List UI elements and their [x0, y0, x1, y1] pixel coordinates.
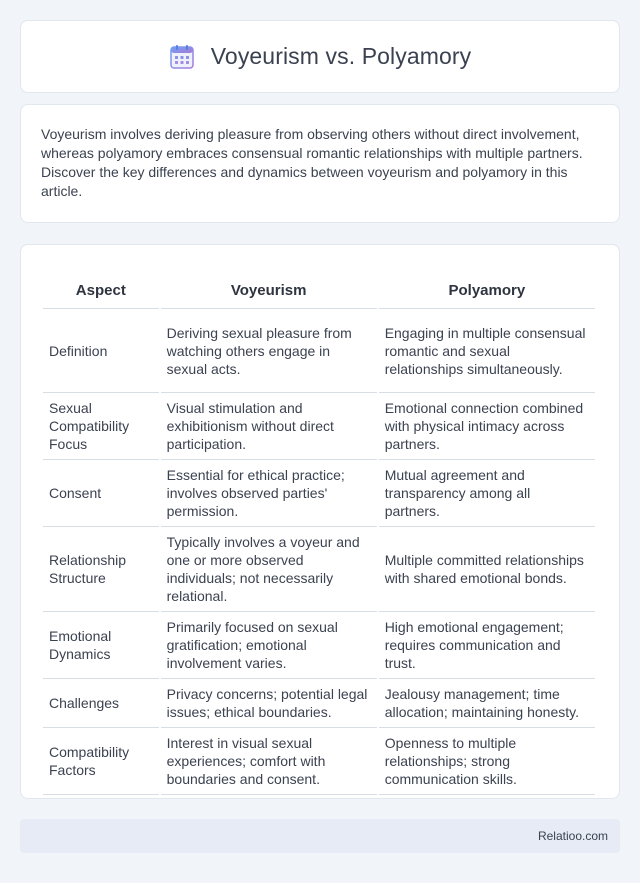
- calendar-icon: [169, 44, 195, 70]
- row-voyeurism: Essential for ethical practice; involves observed parties' permission.: [161, 460, 377, 527]
- row-aspect: Consent: [43, 460, 159, 527]
- row-polyamory: Mutual agreement and transparency among all partners.: [379, 460, 595, 527]
- row-aspect: Sexual Compatibility Focus: [43, 393, 159, 460]
- comparison-table-card: [20, 244, 620, 799]
- header-voyeurism: Voyeurism: [161, 265, 377, 309]
- row-polyamory: High emotional engagement; requires communication and trust.: [379, 612, 595, 679]
- comparison-table: [41, 265, 597, 795]
- row-aspect: Challenges: [43, 679, 159, 728]
- row-polyamory: Engaging in multiple consensual romantic and sexual relationships simultaneously.: [379, 309, 595, 393]
- row-voyeurism: Privacy concerns; potential legal issues; ethical boundaries.: [161, 679, 377, 728]
- header: [169, 43, 472, 70]
- row-voyeurism: Primarily focused on sexual gratification; emotional involvement varies.: [161, 612, 377, 679]
- header-aspect: Aspect: [43, 265, 159, 309]
- row-aspect: Emotional Dynamics: [43, 612, 159, 679]
- table-header-row: [43, 265, 595, 309]
- intro-card: [20, 104, 620, 223]
- row-voyeurism: Visual stimulation and exhibitionism without direct participation.: [161, 393, 377, 460]
- table-row: [43, 612, 595, 679]
- row-polyamory: Jealousy management; time allocation; maintaining honesty.: [379, 679, 595, 728]
- header-polyamory: Polyamory: [379, 265, 595, 309]
- table-row: [43, 679, 595, 728]
- footer: [20, 819, 620, 853]
- row-aspect: Relationship Structure: [43, 527, 159, 612]
- row-voyeurism: Interest in visual sexual experiences; comfort with boundaries and consent.: [161, 728, 377, 795]
- intro-text: Voyeurism involves deriving pleasure from observing others without direct involvement, whereas polyamory embraces consensual romantic relationships with multiple partners. Discover the key differences and dynamics between voyeurism and polyamory in this article.: [41, 126, 583, 199]
- row-polyamory: Openness to multiple relationships; strong communication skills.: [379, 728, 595, 795]
- row-aspect: Compatibility Factors: [43, 728, 159, 795]
- table-row: [43, 309, 595, 393]
- table-row: [43, 728, 595, 795]
- footer-brand: Relatioo.com: [537, 829, 608, 843]
- row-voyeurism: Typically involves a voyeur and one or more observed individuals; not necessarily relational.: [161, 527, 377, 612]
- row-aspect: Definition: [43, 309, 159, 393]
- page-title: Voyeurism vs. Polyamory: [210, 43, 472, 69]
- row-polyamory: Emotional connection combined with physical intimacy across partners.: [379, 393, 595, 460]
- header-card: [20, 20, 620, 93]
- table-row: [43, 527, 595, 612]
- row-voyeurism: Deriving sexual pleasure from watching others engage in sexual acts.: [161, 309, 377, 393]
- table-row: [43, 393, 595, 460]
- row-polyamory: Multiple committed relationships with shared emotional bonds.: [379, 527, 595, 612]
- table-row: [43, 460, 595, 527]
